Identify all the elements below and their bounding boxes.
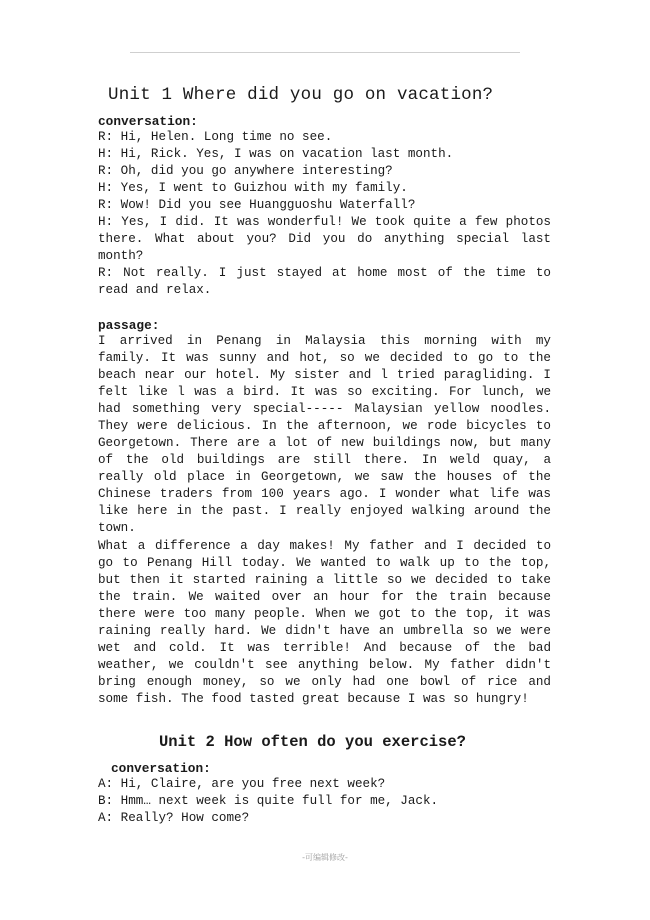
conversation-paragraph: R: Not really. I just stayed at home most of the time to read and relax. xyxy=(98,266,551,297)
unit1-passage-label: passage: xyxy=(98,318,160,333)
conversation-line: R: Hi, Helen. Long time no see. xyxy=(98,130,333,144)
conversation-line: A: Hi, Claire, are you free next week? xyxy=(98,777,386,791)
unit1-conversation-label: conversation: xyxy=(98,114,198,129)
unit2-title: Unit 2 How often do you exercise? xyxy=(159,733,466,751)
conversation-line: B: Hmm… next week is quite full for me, Jack. xyxy=(98,794,439,808)
conversation-line: R: Oh, did you go anywhere interesting? xyxy=(98,164,393,178)
conversation-line: H: Yes, I went to Guizhou with my family. xyxy=(98,181,408,195)
page-footer: -可编辑修改- xyxy=(302,853,348,862)
unit2-conversation-label: conversation: xyxy=(111,761,211,776)
unit1-title: Unit 1 Where did you go on vacation? xyxy=(108,85,494,105)
conversation-line: R: Wow! Did you see Huangguoshu Waterfall? xyxy=(98,198,416,212)
conversation-line: H: Hi, Rick. Yes, I was on vacation last month. xyxy=(98,147,454,161)
conversation-line: A: Really? How come? xyxy=(98,811,250,825)
passage-paragraph-1: I arrived in Penang in Malaysia this morning with my family. It was sunny and hot, so we decided to go to the beach near our hotel. My sister and l tried paragliding. I felt like l was a bird. It was so exciting. For lunch, we had something very special----- Malaysian yellow noodles. They were delicious. In the afternoon, we rode bicycles to Georgetown. There are a lot of new buildings now, but many of the old buildings are still there. In weld quay, a really old place in Georgetown, we saw the houses of the Chinese traders from 100 years ago. I wonder what life was like here in the past. I really enjoyed walking around the town. xyxy=(98,334,551,535)
conversation-paragraph: H: Yes, I did. It was wonderful! We took quite a few photos there. What about you? Did you do anything special last month? xyxy=(98,215,551,263)
header-rule xyxy=(130,52,520,53)
passage-paragraph-2: What a difference a day makes! My father and I decided to go to Penang Hill today. We wanted to walk up to the top, but then it started raining a little so we decided to take the train. We waited over an hour for the train because there were too many people. When we got to the top, it was raining really hard. We didn't have an umbrella so we were wet and cold. It was terrible! And because of the bad weather, we couldn't see anything below. My father didn't bring enough money, so we only had one bowl of rice and some fish. The food tasted great because I was so hungry! xyxy=(98,539,551,706)
